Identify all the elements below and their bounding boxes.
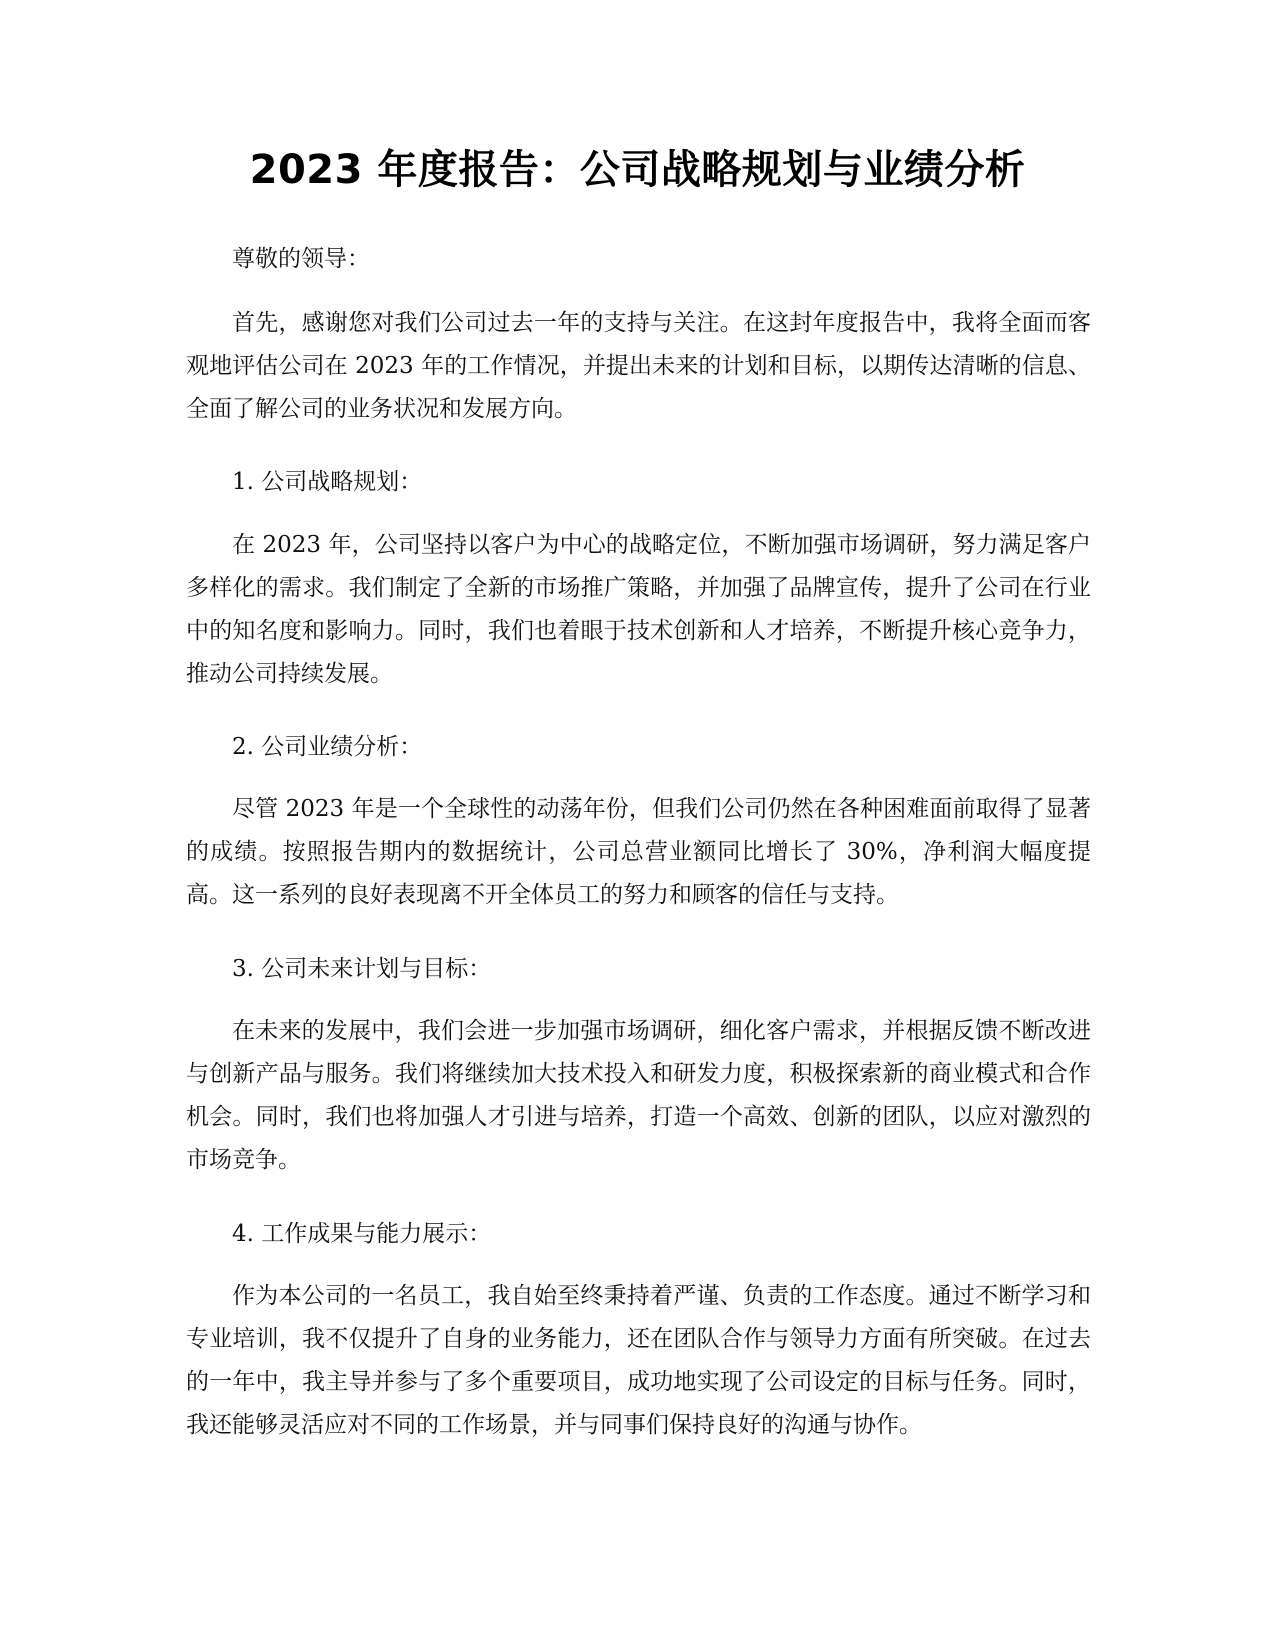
- section-body-performance: [186, 788, 1091, 917]
- section-heading-text: 1. 公司战略规划：: [232, 469, 423, 495]
- document-title: 2023 年度报告：公司战略规划与业绩分析: [249, 147, 1026, 193]
- section-body-text: 作为本公司的一名员工，我自始至终秉持着严谨、负责的工作态度。通过不断学习和专业培训，我不仅提升了自身的业务能力，还在团队合作与领导力方面有所突破。在过去的一年中，我主导并参与了多个重要项目，成功地实现了公司设定的目标与任务。同时，我还能够灵活应对不同的工作场景，并与同事们保持良好的沟通与协作。: [186, 1283, 1091, 1438]
- section-heading-text: 2. 公司业绩分析：: [232, 734, 423, 760]
- intro-paragraph: [186, 302, 1091, 431]
- section-body-achievements: [186, 1275, 1091, 1447]
- section-heading-text: 4. 工作成果与能力展示：: [232, 1221, 492, 1247]
- section-body-strategy: [186, 524, 1091, 696]
- section-heading-text: 3. 公司未来计划与目标：: [232, 956, 492, 982]
- intro-text: 首先，感谢您对我们公司过去一年的支持与关注。在这封年度报告中，我将全面而客观地评估公司在 2023 年的工作情况，并提出未来的计划和目标，以期传达清晰的信息、全面了解公司的业务状况和发展方向。: [186, 310, 1091, 422]
- section-body-text: 在 2023 年，公司坚持以客户为中心的战略定位，不断加强市场调研，努力满足客户多样化的需求。我们制定了全新的市场推广策略，并加强了品牌宣传，提升了公司在行业中的知名度和影响力。同时，我们也着眼于技术创新和人才培养，不断提升核心竞争力，推动公司持续发展。: [186, 532, 1091, 687]
- section-body-text: 在未来的发展中，我们会进一步加强市场调研，细化客户需求，并根据反馈不断改进与创新产品与服务。我们将继续加大技术投入和研发力度，积极探索新的商业模式和合作机会。同时，我们也将加强人才引进与培养，打造一个高效、创新的团队，以应对激烈的市场竞争。: [186, 1018, 1091, 1173]
- section-body-future-plans: [186, 1010, 1091, 1182]
- section-body-text: 尽管 2023 年是一个全球性的动荡年份，但我们公司仍然在各种困难面前取得了显著的成绩。按照报告期内的数据统计，公司总营业额同比增长了 30%，净利润大幅度提高。这一系列的良好表现离不开全体员工的努力和顾客的信任与支持。: [186, 796, 1091, 908]
- section-heading-achievements: [186, 1213, 1091, 1256]
- section-heading-strategy: [186, 461, 1091, 504]
- salutation-text: 尊敬的领导：: [232, 246, 370, 272]
- salutation: [186, 238, 1091, 281]
- section-heading-future-plans: [186, 948, 1091, 991]
- section-heading-performance: [186, 726, 1091, 769]
